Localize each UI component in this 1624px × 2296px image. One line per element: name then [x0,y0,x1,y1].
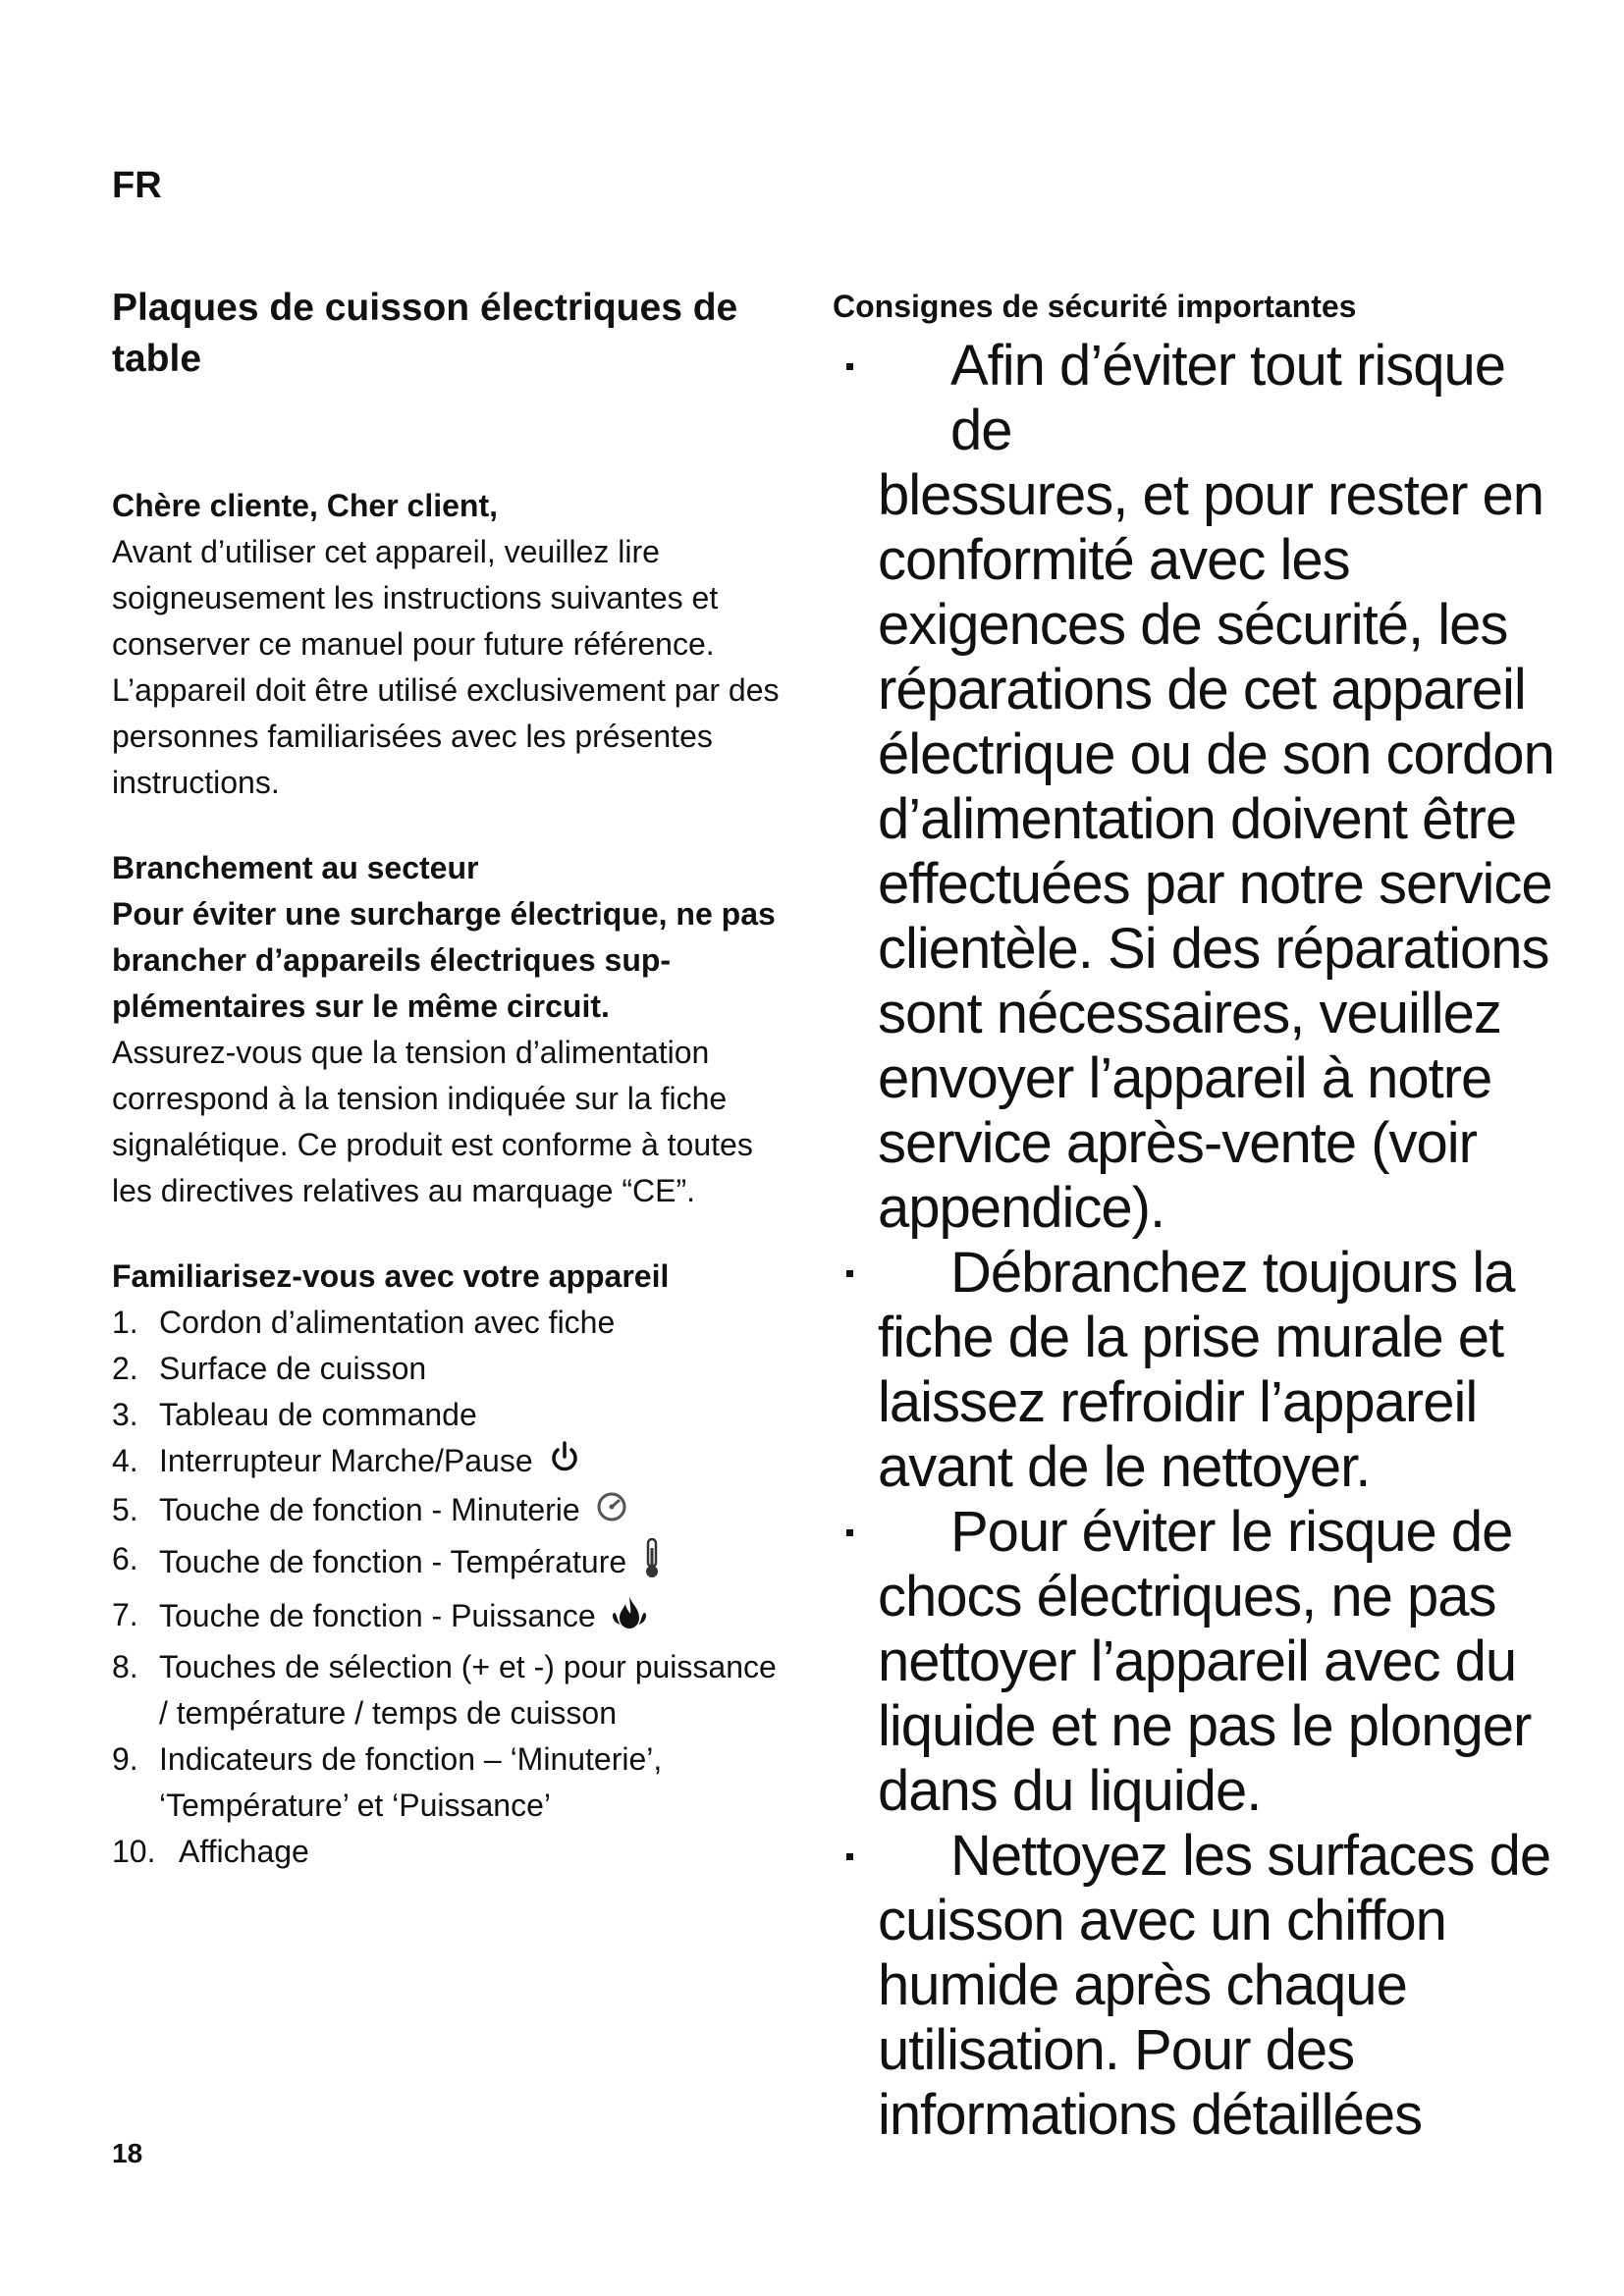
greeting-section [112,483,789,806]
list-item-number: 3. [112,1397,138,1432]
safety-list [833,334,1559,2148]
list-item [112,1592,789,1644]
safety-item-text: fiche de la prise murale et laissez refroidir l’appareil avant de le nettoyer. [878,1306,1504,1499]
list-item-text: Interrupteur Marche/Pause [159,1443,533,1478]
power-icon [547,1439,582,1487]
flame-icon [610,1592,649,1644]
list-item [112,1644,789,1736]
list-item-text: Indicateurs de fonction – ‘Minuterie’, ‘Température’ et ‘Puissance’ [159,1741,663,1824]
safety-item [833,1500,1559,1824]
connection-warning: Pour éviter une surcharge électrique, ne pas brancher d’appareils électriques sup-plémentaires sur le même circuit. [112,896,776,1024]
list-item-text: Touche de fonction - Température [159,1544,627,1580]
bullet-icon [846,1853,853,1860]
left-column [112,283,789,1875]
safety-item [833,334,1559,1241]
parts-section [112,1254,789,1875]
safety-item-text: cuisson avec un chiffon humide après chaque utilisation. Pour des informations détaillées [878,1889,1446,2147]
safety-heading: Consignes de sécurité importantes [833,289,1357,324]
list-item [112,1392,789,1438]
list-item-number: 8. [112,1649,138,1685]
list-item [112,1487,789,1536]
list-item [112,1829,789,1875]
list-item-number: 9. [112,1741,138,1778]
safety-item [833,1824,1559,2148]
safety-item-text: chocs électriques, ne pas nettoyer l’appareil avec du liquide et ne pas le plonger dans du liquide. [878,1565,1532,1823]
language-code: FR [112,165,162,206]
bullet-icon [846,363,853,370]
list-item [112,1536,789,1592]
right-column [833,283,1559,2148]
list-item-text: Surface de cuisson [159,1351,427,1386]
list-item-number: 6. [112,1541,138,1577]
thermometer-icon [640,1536,664,1592]
safety-item [833,1241,1559,1500]
list-item [112,1438,789,1487]
safety-item-first-line: Pour éviter le risque de [950,1500,1513,1564]
timer-icon [594,1488,629,1536]
list-item-text: Cordon d’alimentation avec fiche [159,1305,616,1340]
bullet-icon [846,1529,853,1536]
list-item-text: Touche de fonction - Minuterie [159,1492,580,1528]
list-item-number: 10. [112,1834,156,1870]
list-item-text: Affichage [179,1834,309,1870]
list-item-number: 2. [112,1351,138,1386]
list-item [112,1346,789,1392]
safety-item-first-line: Nettoyez les surfaces de [950,1824,1551,1888]
list-item-number: 4. [112,1443,138,1478]
page-title: Plaques de cuisson électriques de table [112,287,738,380]
list-item [112,1300,789,1346]
safety-item-text: blessures, et pour rester en conformité avec les exigences de sécurité, les réparations de cet appareil électrique ou de son cordon d’alimentation doivent être effectuées par notre service clientèle. Si des réparations sont nécessaires, veuillez envoyer l’appareil à notre service après-vente (voir appendice). [878,463,1554,1240]
list-item-text: Touches de sélection (+ et -) pour puissance / température / temps de cuisson [159,1649,777,1732]
page-number: 18 [112,2138,143,2168]
safety-item-first-line: Afin d’éviter tout risque de [950,334,1505,462]
greeting-heading: Chère cliente, Cher client, [112,488,499,523]
connection-heading: Branchement au secteur [112,850,479,885]
list-item-text: Tableau de commande [159,1397,477,1432]
connection-text: Assurez-vous que la tension d’alimentation correspond à la tension indiquée sur la fiche signalétique. Ce produit est conforme à toutes les directives relatives au marquage “CE”. [112,1035,753,1208]
list-item-number: 5. [112,1492,138,1528]
safety-item-first-line: Débranchez toujours la [950,1241,1515,1305]
bullet-icon [846,1270,853,1277]
connection-section [112,845,789,1214]
greeting-text: Avant d’utiliser cet appareil, veuillez lire soigneusement les instructions suivantes et conserver ce manuel pour future référence. L’appareil doit être utilisé exclusivement par des personnes familiarisées avec les présentes instructions. [112,534,780,800]
parts-heading: Familiarisez-vous avec votre appareil [112,1258,670,1294]
list-item-number: 7. [112,1597,138,1633]
list-item-number: 1. [112,1305,138,1340]
parts-list [112,1300,789,1875]
list-item-text: Touche de fonction - Puissance [159,1598,596,1634]
list-item [112,1736,789,1829]
